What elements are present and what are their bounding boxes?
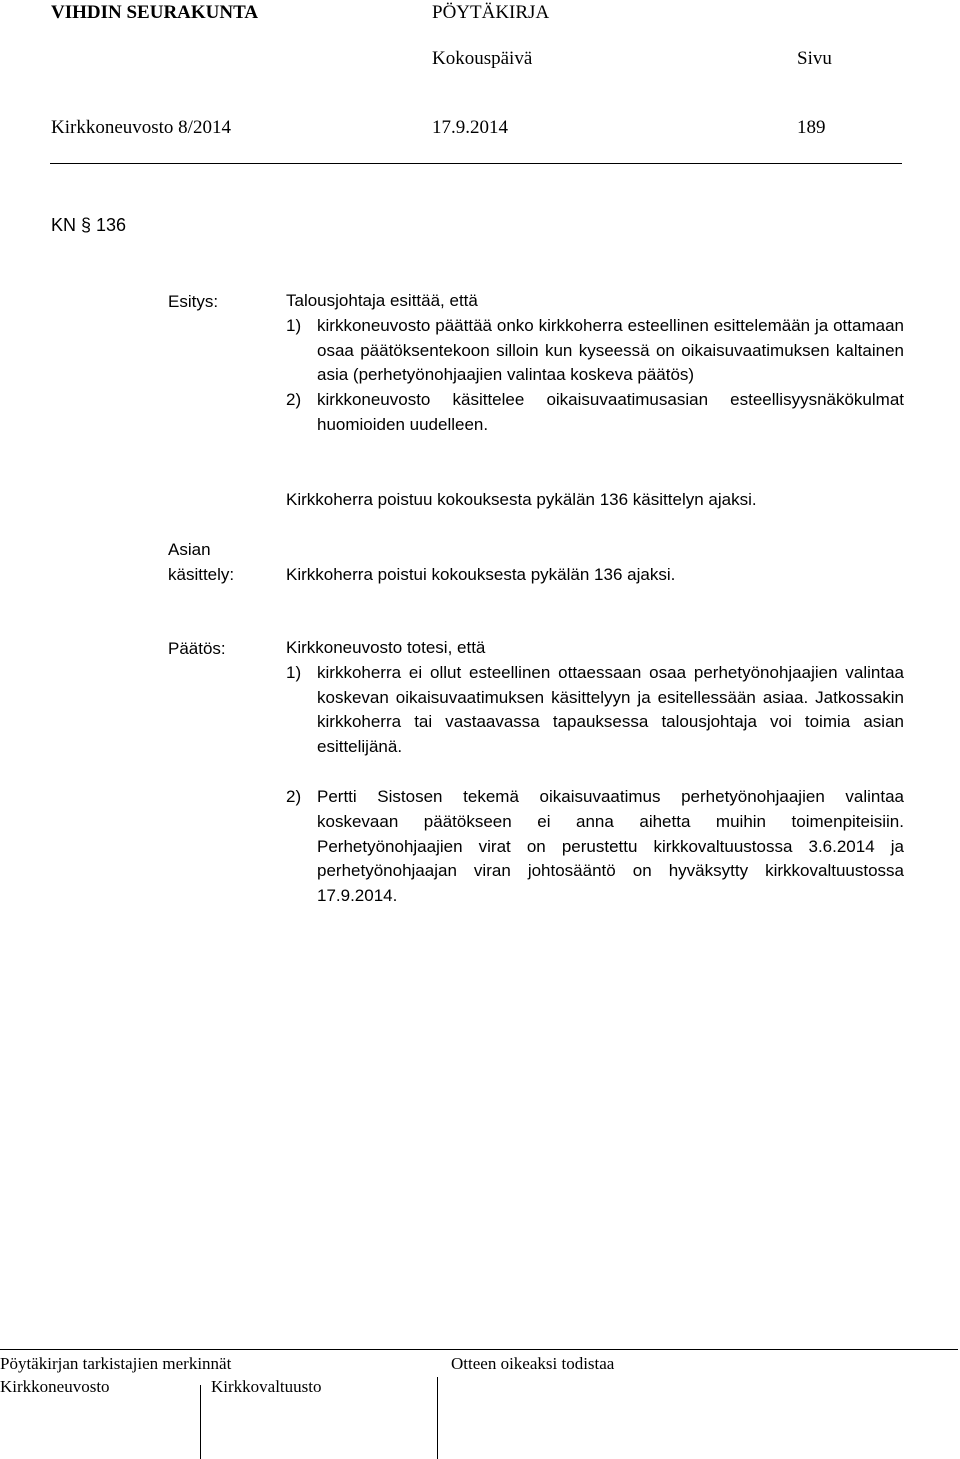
organization-name: VIHDIN SEURAKUNTA bbox=[51, 2, 259, 23]
esitys-intro: Talousjohtaja esittää, että bbox=[286, 291, 478, 310]
esitys-label: Esitys: bbox=[168, 292, 219, 311]
esitys-content bbox=[286, 289, 904, 438]
initials-label: Pöytäkirjan tarkistajien merkinnät bbox=[0, 1354, 232, 1373]
item-number: 2) bbox=[286, 390, 302, 410]
meeting-date: 17.9.2014 bbox=[432, 117, 508, 138]
item-number: 1) bbox=[286, 315, 302, 335]
page-label: Sivu bbox=[797, 48, 832, 69]
esitys-item bbox=[286, 388, 904, 438]
certify-label: Otteen oikeaksi todistaa bbox=[451, 1354, 615, 1373]
meeting-id: Kirkkoneuvosto 8/2014 bbox=[51, 117, 231, 138]
item-text: kirkkoneuvosto päättää onko kirkkoherra esteellinen esittelemään ja ottamaan osaa päätöksentekoon silloin kun kyseessä on oikaisuvaatimuksen kaltainen asia (perhetyönohjaajien valintaa koskeva päätös) bbox=[317, 315, 904, 385]
paatos-label: Päätös: bbox=[168, 639, 226, 658]
footer-divider bbox=[0, 1349, 958, 1350]
esitys-item bbox=[286, 314, 904, 388]
paatos-item bbox=[286, 785, 904, 909]
signature-divider bbox=[200, 1385, 201, 1459]
item-text: kirkkoneuvosto käsittelee oikaisuvaatimusasian esteellisyysnäkökulmat huomioiden uudelleen. bbox=[317, 390, 904, 434]
paatos-intro: Kirkkoneuvosto totesi, että bbox=[286, 638, 486, 657]
esitys-note: Kirkkoherra poistuu kokouksesta pykälän 136 käsittelyn ajaksi. bbox=[286, 490, 757, 509]
paatos-item bbox=[286, 661, 904, 760]
kasittely-text: Kirkkoherra poistui kokouksesta pykälän 136 ajaksi. bbox=[286, 565, 676, 584]
date-label: Kokouspäivä bbox=[432, 48, 533, 69]
item-number: 1) bbox=[286, 662, 302, 682]
header-divider bbox=[50, 163, 902, 164]
item-number: 2) bbox=[286, 786, 302, 806]
signature-column-kirkkoneuvosto: Kirkkoneuvosto bbox=[0, 1377, 110, 1396]
document-type: PÖYTÄKIRJA bbox=[432, 2, 550, 23]
kasittely-label-line2: käsittely: bbox=[168, 565, 235, 584]
section-number: KN § 136 bbox=[51, 215, 127, 235]
item-text: Pertti Sistosen tekemä oikaisuvaatimus perhetyönohjaajien valintaa koskevaan päätökseen ei anna aihetta muihin toimenpiteisiin. Perhetyönohjaajien virat on perustettu kirkkovaltuustossa 3.6.2014 ja perhetyönohjaajan viran johtosääntö on hyväksytty kirkkovaltuustossa 17.9.2014. bbox=[317, 786, 904, 906]
page-number: 189 bbox=[797, 117, 826, 138]
item-text: kirkkoherra ei ollut esteellinen ottaessaan osaa perhetyönohjaajien valintaa koskevan oikaisuvaatimuksen käsittelyyn ja esitellessään asiaa. Jatkossakin kirkkoherra tai vastaavassa tapauksessa talousjohtaja voi toimia asian esittelijänä. bbox=[317, 662, 904, 757]
signature-column-kirkkovaltuusto: Kirkkovaltuusto bbox=[211, 1377, 322, 1396]
kasittely-label-line1: Asian bbox=[168, 540, 211, 559]
paatos-content bbox=[286, 636, 904, 909]
signature-divider bbox=[437, 1377, 438, 1459]
